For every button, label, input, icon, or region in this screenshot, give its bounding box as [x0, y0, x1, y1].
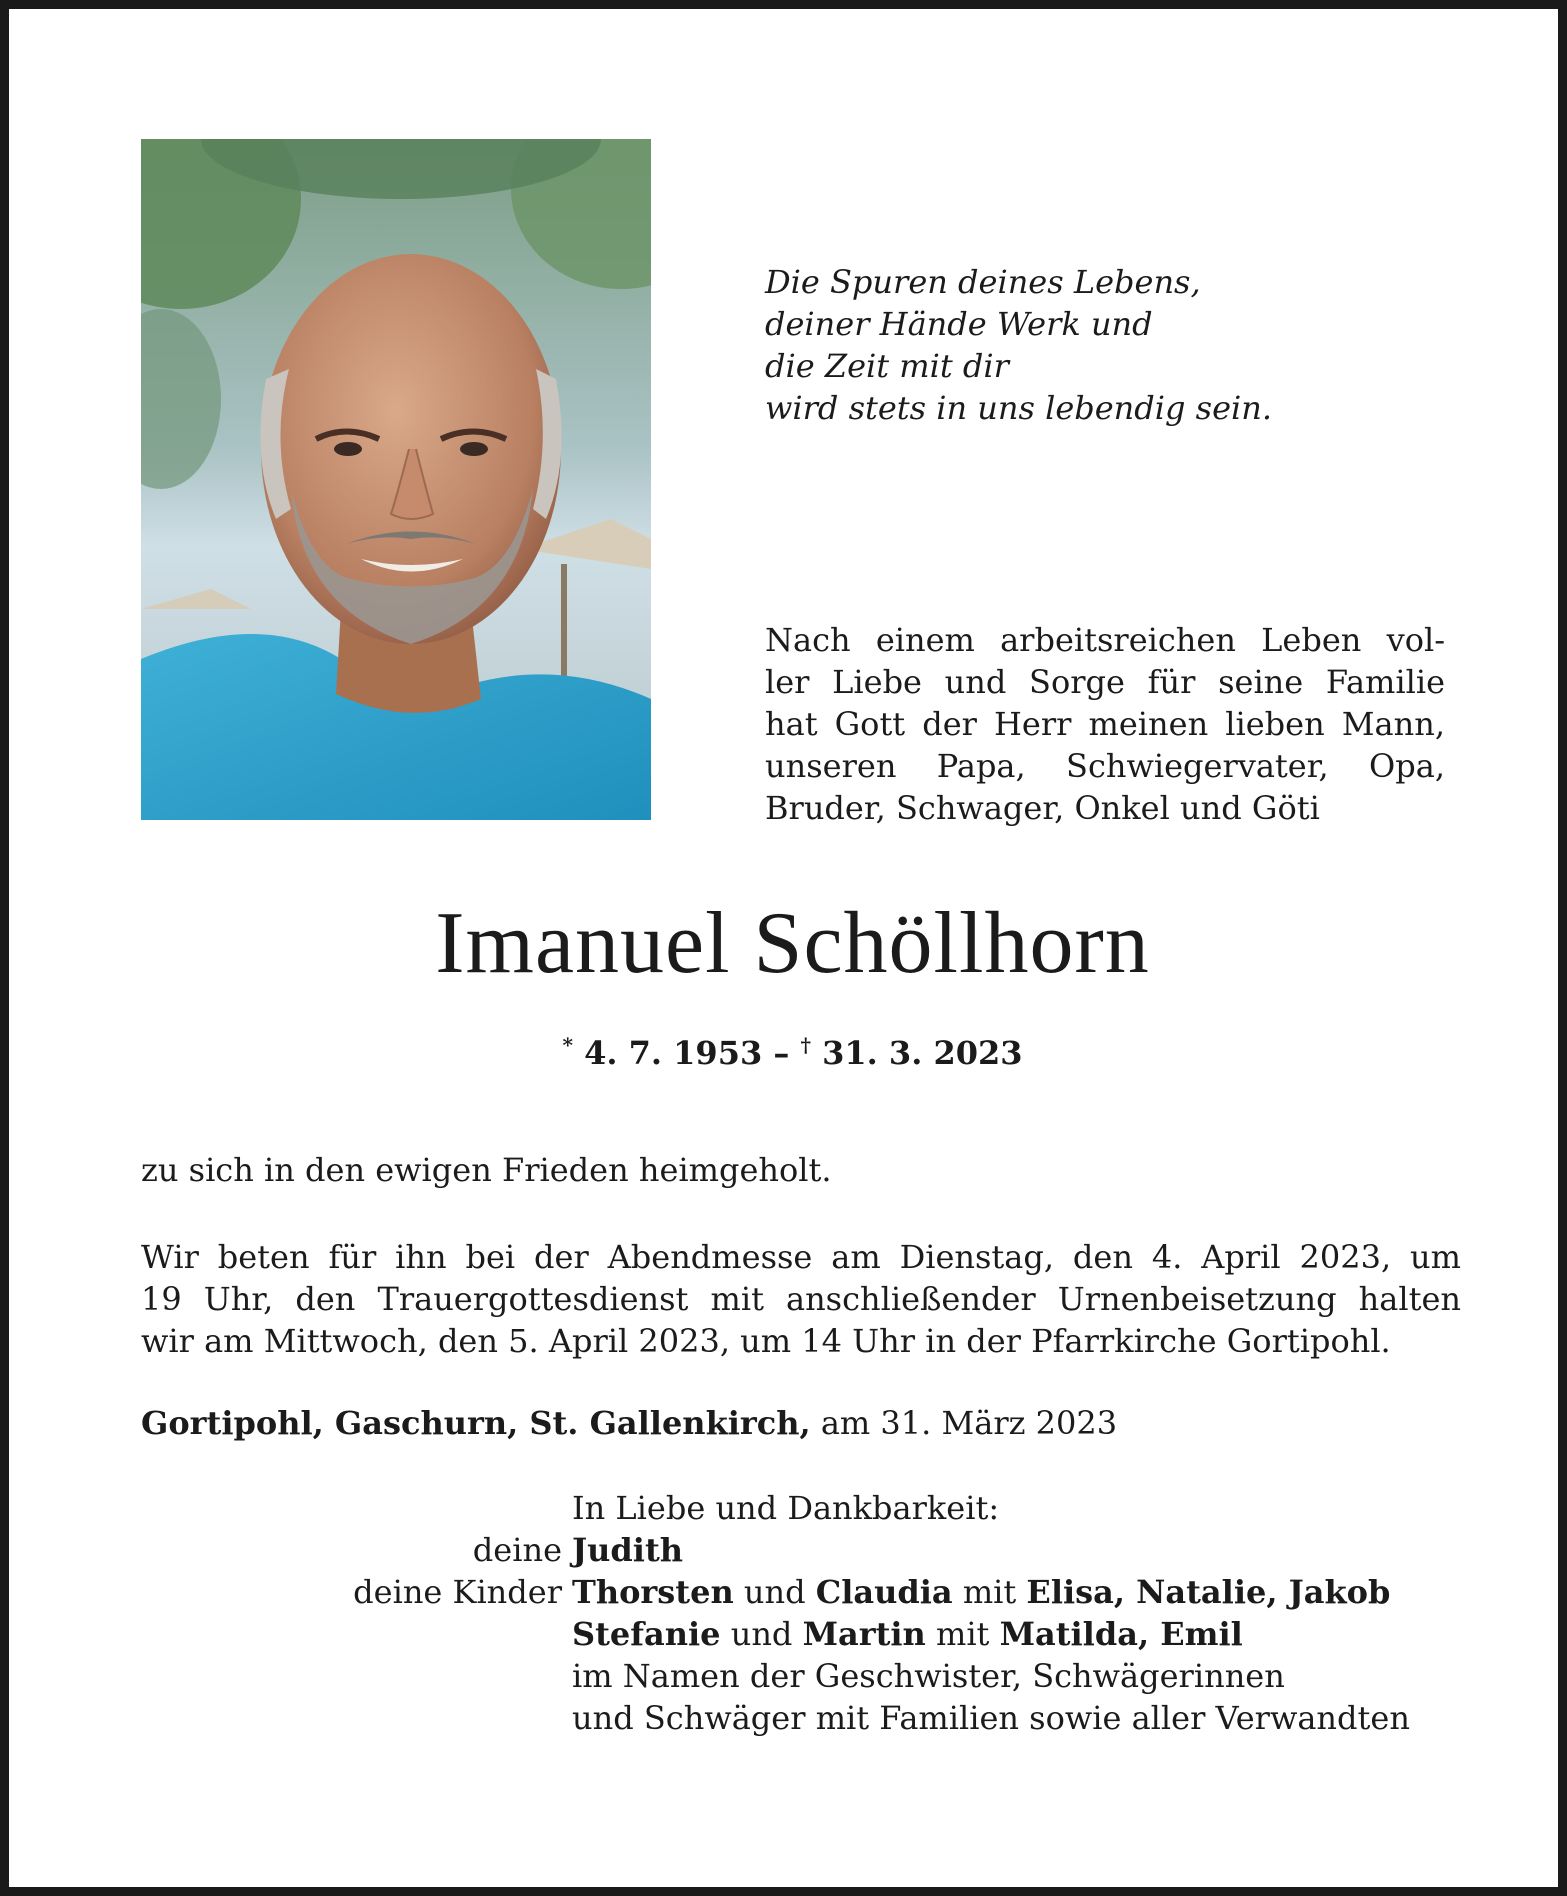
place-date: am 31. März 2023	[810, 1404, 1118, 1442]
family-signatures	[9, 1487, 1567, 1739]
place-towns: Gortipohl, Gaschurn, St. Gallenkirch,	[141, 1404, 811, 1442]
spouse-label: deine	[472, 1531, 562, 1569]
family-value	[572, 1571, 1390, 1613]
birth-date: 4. 7. 1953	[584, 1034, 763, 1072]
service-notice	[141, 1236, 1461, 1362]
grandchildren-names: Elisa, Natalie, Jakob	[1026, 1573, 1391, 1611]
child-name: Stefanie	[572, 1615, 721, 1653]
intro-line: unseren Papa, Schwiegervater, Opa,	[765, 747, 1445, 785]
motto-line: wird stets in uns lebendig sein.	[765, 389, 1273, 427]
grandchildren-names: Matilda, Emil	[999, 1615, 1243, 1653]
date-separator: –	[762, 1034, 801, 1072]
preposition: mit	[952, 1573, 1027, 1611]
family-row	[9, 1487, 1567, 1529]
child-name: Thorsten	[572, 1573, 734, 1611]
intro-line: ler Liebe und Sorge für seine Familie	[765, 663, 1445, 701]
motto-line: Die Spuren deines Lebens,	[765, 263, 1201, 301]
intro-line: Nach einem arbeitsreichen Leben vol-	[765, 621, 1445, 659]
service-line: 19 Uhr, den Trauergottesdienst mit anschließender Urnenbeisetzung halten	[141, 1280, 1461, 1318]
deceased-name: Imanuel Schöllhorn	[435, 895, 1150, 992]
motto-line: deiner Hände Werk und	[765, 305, 1153, 343]
family-row	[9, 1613, 1567, 1655]
children-label: deine Kinder	[353, 1573, 562, 1611]
closing-line: zu sich in den ewigen Frieden heimgeholt.	[141, 1151, 832, 1189]
relatives-line: und Schwäger mit Familien sowie aller Verwandten	[572, 1699, 1410, 1737]
family-intro: In Liebe und Dankbarkeit:	[572, 1489, 1000, 1527]
preposition: mit	[925, 1615, 1000, 1653]
family-row	[9, 1529, 1567, 1571]
relatives-line: im Namen der Geschwister, Schwägerinnen	[572, 1657, 1285, 1695]
partner-name: Claudia	[815, 1573, 953, 1611]
motto-line: die Zeit mit dir	[765, 347, 1009, 385]
family-row	[9, 1697, 1567, 1739]
family-value	[572, 1529, 683, 1571]
birth-symbol: *	[562, 1033, 573, 1057]
family-row	[9, 1655, 1567, 1697]
intro-line: Bruder, Schwager, Onkel und Göti	[765, 789, 1320, 827]
intro-line: hat Gott der Herr meinen lieben Mann,	[765, 705, 1445, 743]
conjunction: und	[720, 1615, 803, 1653]
portrait-photo	[141, 139, 651, 820]
death-symbol: †	[800, 1033, 811, 1057]
service-line: Wir beten für ihn bei der Abendmesse am Dienstag, den 4. April 2023, um	[141, 1238, 1461, 1276]
intro-text	[765, 619, 1445, 829]
death-date: 31. 3. 2023	[822, 1034, 1023, 1072]
motto-verse	[765, 261, 1465, 429]
life-dates	[9, 1024, 1567, 1074]
portrait-illustration	[141, 139, 651, 820]
conjunction: und	[733, 1573, 816, 1611]
partner-name: Martin	[802, 1615, 926, 1653]
service-line: wir am Mittwoch, den 5. April 2023, um 14 Uhr in der Pfarrkirche Gortipohl.	[141, 1322, 1391, 1360]
family-value	[572, 1613, 1243, 1655]
place-and-date	[141, 1402, 1461, 1444]
family-row	[9, 1571, 1567, 1613]
spouse-name: Judith	[572, 1531, 683, 1569]
